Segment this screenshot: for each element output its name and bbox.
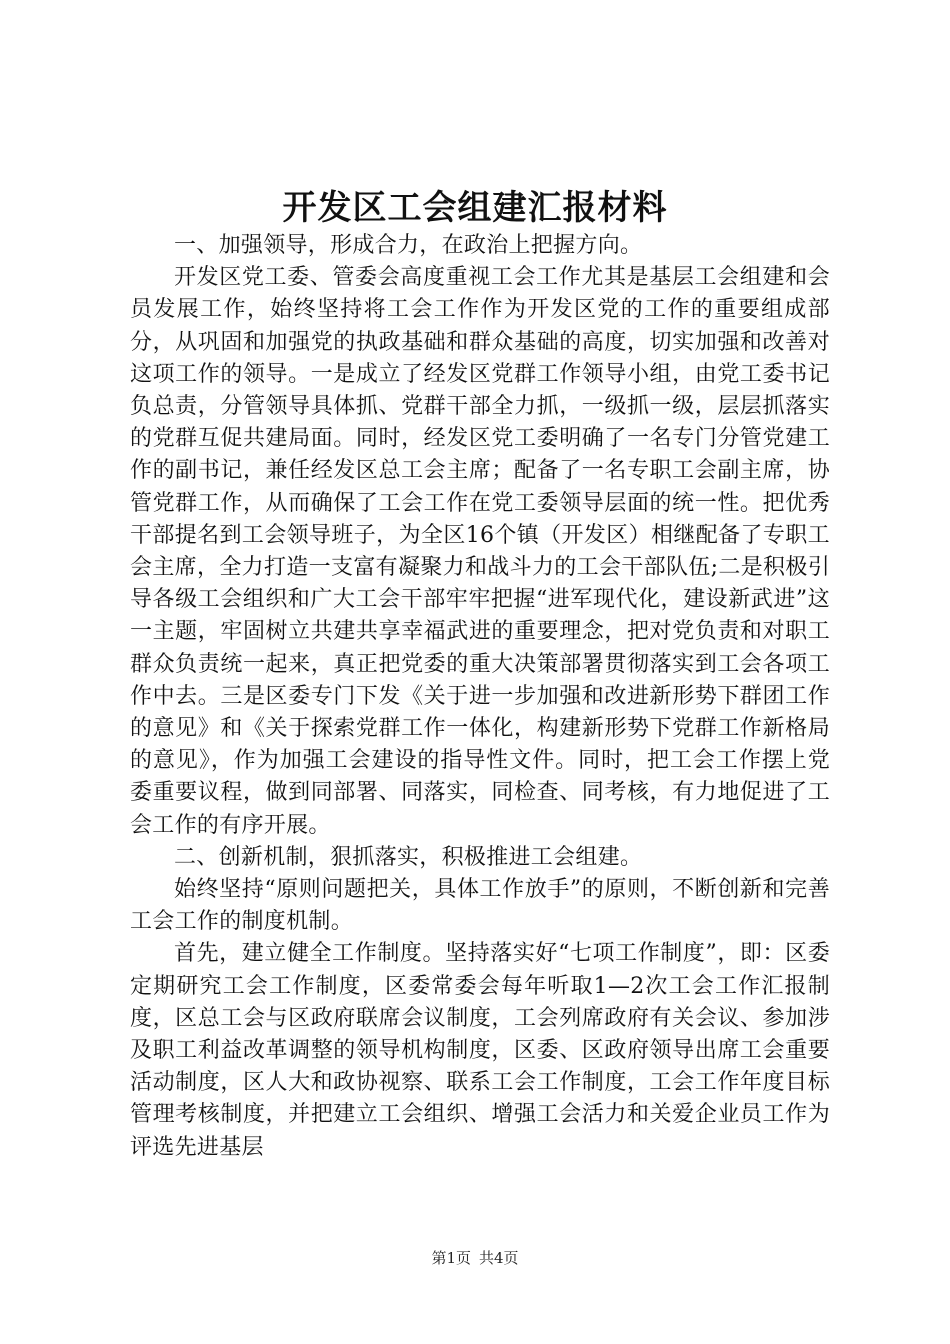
paragraph-leadership: 开发区党工委、管委会高度重视工会工作尤其是基层工会组建和会员发展工作，始终坚持将工会工作作为开发区党的工作的重要组成部分，从巩固和加强党的执政基础和群众基础的高度，切实加强和改善对这项工作的领导。一是成立了经发区党群工作领导小组，由党工委书记负总责，分管领导具体抓、党群干部全力抓，一级抓一级，层层抓落实的党群互促共建局面。同时，经发区党工委明确了一名专门分管党建工作的副书记，兼任经发区总工会主席；配备了一名专职工会副主席，协管党群工作，从而确保了工会工作在党工委领导层面的统一性。把优秀干部提名到工会领导班子，为全区16个镇（开发区）相继配备了专职工会主席，全力打造一支富有凝聚力和战斗力的工会干部队伍;二是积极引导各级工会组织和广大工会干部牢牢把握“进军现代化，建设新武进”这一主题，牢固树立共建共享幸福武进的重要理念，把对党负责和对职工群众负责统一起来，真正把党委的重大决策部署贯彻落实到工会各项工作中去。三是区委专门下发《关于进一步加强和改进新形势下群团工作的意见》和《关于探索党群工作一体化，构建新形势下党群工作新格局的意见》，作为加强工会建设的指导性文件。同时，把工会工作摆上党委重要议程，做到同部署、同落实，同检查、同考核，有力地促进了工会工作的有序开展。 <box>130 265 830 838</box>
page-total: 共4页 <box>479 1249 519 1267</box>
paragraph-principle: 始终坚持“原则问题把关，具体工作放手”的原则，不断创新和完善工会工作的制度机制。 <box>130 877 830 935</box>
document-title: 开发区工会组建汇报材料 <box>282 188 668 228</box>
section-heading-1: 一、加强领导，形成合力，在政治上把握方向。 <box>174 233 643 258</box>
page-footer <box>0 1248 950 1268</box>
document-body <box>130 230 830 1164</box>
page-number: 第1页 <box>431 1249 471 1267</box>
section-heading-2: 二、创新机制，狠抓落实，积极推进工会组建。 <box>174 844 643 870</box>
paragraph-work-system: 首先，建立健全工作制度。坚持落实好“七项工作制度”，即：区委定期研究工会工作制度，区委常委会每年听取1—2次工会工作汇报制度，区总工会与区政府联席会议制度，工会列席政府有关会议、参加涉及职工利益改革调整的领导机构制度，区委、区政府领导出席工会重要活动制度，区人大和政协视察、联系工会工作制度，工会工作年度目标管理考核制度，并把建立工会组织、增强工会活力和关爱企业员工作为评选先进基层 <box>130 941 830 1160</box>
